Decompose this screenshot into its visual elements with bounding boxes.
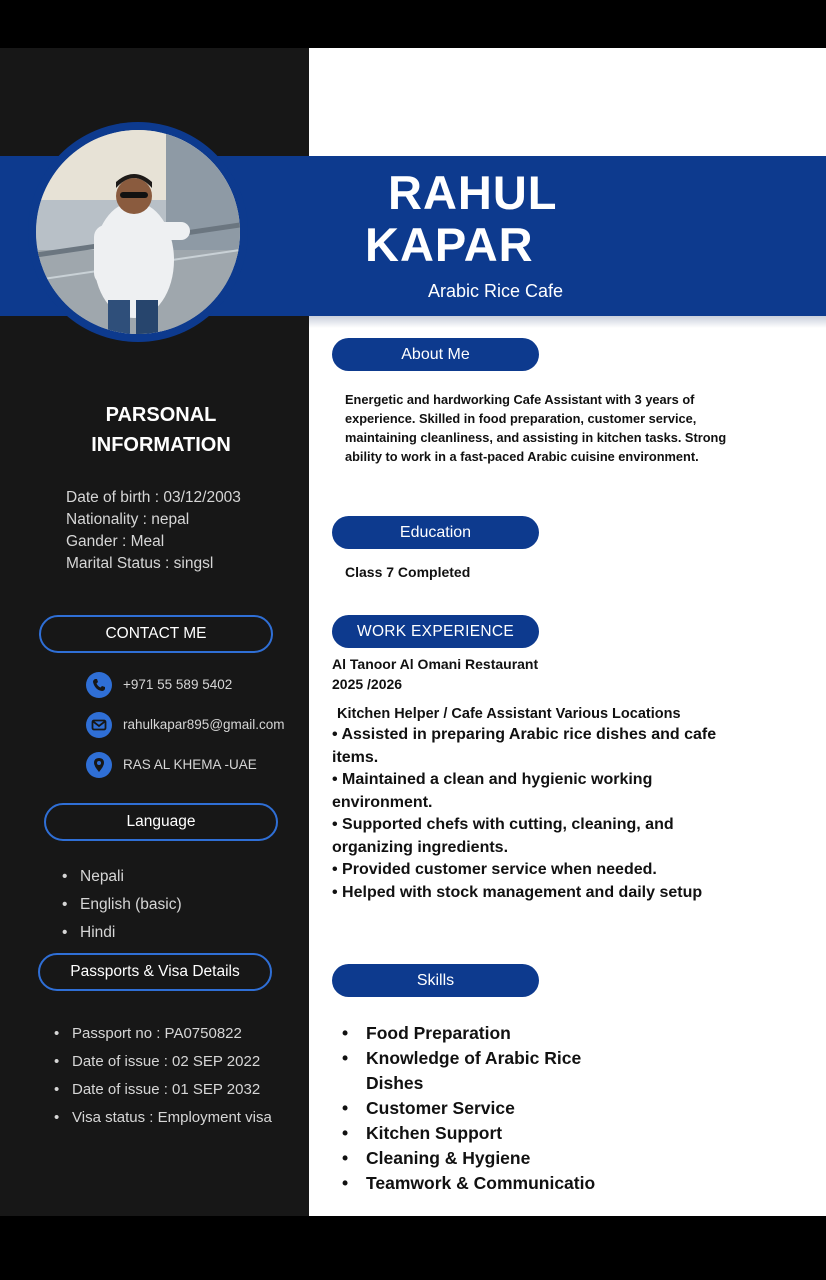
profile-photo-illustration (36, 130, 240, 334)
banner-shadow (309, 316, 826, 328)
list-item: • Knowledge of Arabic Rice Dishes (340, 1046, 616, 1096)
passport-list (54, 1020, 272, 1132)
personal-heading-line1: PARSONAL (105, 404, 217, 426)
list-item: • Helped with stock management and daily setup (332, 883, 703, 901)
language-heading: Language (44, 803, 278, 841)
list-item: • Date of issue : 02 SEP 2022 (54, 1048, 272, 1076)
email-icon (86, 712, 112, 738)
location-pin-icon (86, 752, 112, 778)
location-text: RAS AL KHEMA -UAE (123, 757, 257, 772)
first-name: RAHUL (388, 166, 558, 219)
list-item: • Teamwork & Communicatio (340, 1171, 616, 1196)
personal-info-heading (30, 400, 292, 460)
education-text: Class 7 Completed (345, 564, 471, 580)
list-item: • Cleaning & Hygiene (340, 1146, 616, 1171)
marital-status: Marital Status : singsl (66, 555, 214, 572)
list-item: • Assisted in preparing Arabic rice dishes and cafe items. (332, 726, 717, 766)
contact-heading: CONTACT ME (39, 615, 273, 653)
nationality: Nationality : nepal (66, 511, 190, 528)
list-item: • Nepali (62, 863, 182, 891)
list-item: • Kitchen Support (340, 1121, 616, 1146)
language-list (62, 863, 182, 947)
list-item: • Hindi (62, 919, 182, 947)
gender: Gander : Meal (66, 533, 165, 550)
skills-heading: Skills (332, 964, 539, 997)
workplace-subtitle: Arabic Rice Cafe (428, 281, 564, 301)
list-item: • Customer Service (340, 1096, 616, 1121)
list-item: • Date of issue : 01 SEP 2032 (54, 1076, 272, 1104)
resume-page (0, 48, 826, 1216)
phone-icon (86, 672, 112, 698)
last-name: KAPAR (365, 218, 534, 271)
email-address: rahulkapar895@gmail.com (123, 717, 285, 732)
work-heading: WORK EXPERIENCE (332, 615, 539, 648)
list-item: • Maintained a clean and hygienic working environment. (332, 771, 653, 811)
work-years: 2025 /2026 (332, 676, 403, 692)
passport-heading: Passports & Visa Details (38, 953, 272, 991)
personal-details (66, 487, 241, 575)
list-item: • Food Preparation (340, 1021, 616, 1046)
education-heading: Education (332, 516, 539, 549)
job-role: Kitchen Helper / Cafe Assistant Various Locations (337, 706, 681, 722)
about-heading: About Me (332, 338, 539, 371)
company-name: Al Tanoor Al Omani Restaurant (332, 656, 539, 672)
list-item: • Visa status : Employment visa (54, 1104, 272, 1132)
phone-number: +971 55 589 5402 (123, 677, 233, 692)
duties-list (332, 724, 742, 904)
personal-heading-line2: INFORMATION (91, 434, 231, 456)
list-item: • Provided customer service when needed. (332, 861, 657, 878)
list-item: • English (basic) (62, 891, 182, 919)
date-of-birth: Date of birth : 03/12/2003 (66, 489, 241, 506)
about-text: Energetic and hardworking Cafe Assistant with 3 years of experience. Skilled in food preparation, customer service, maintaining cleanliness, and assisting in kitchen tasks. Strong ability to work in a fast-paced Arabic cuisine environment. (345, 392, 727, 464)
avatar (36, 130, 240, 334)
skills-list (340, 1021, 616, 1196)
list-item: • Passport no : PA0750822 (54, 1020, 272, 1048)
list-item: • Supported chefs with cutting, cleaning, and organizing ingredients. (332, 816, 674, 856)
